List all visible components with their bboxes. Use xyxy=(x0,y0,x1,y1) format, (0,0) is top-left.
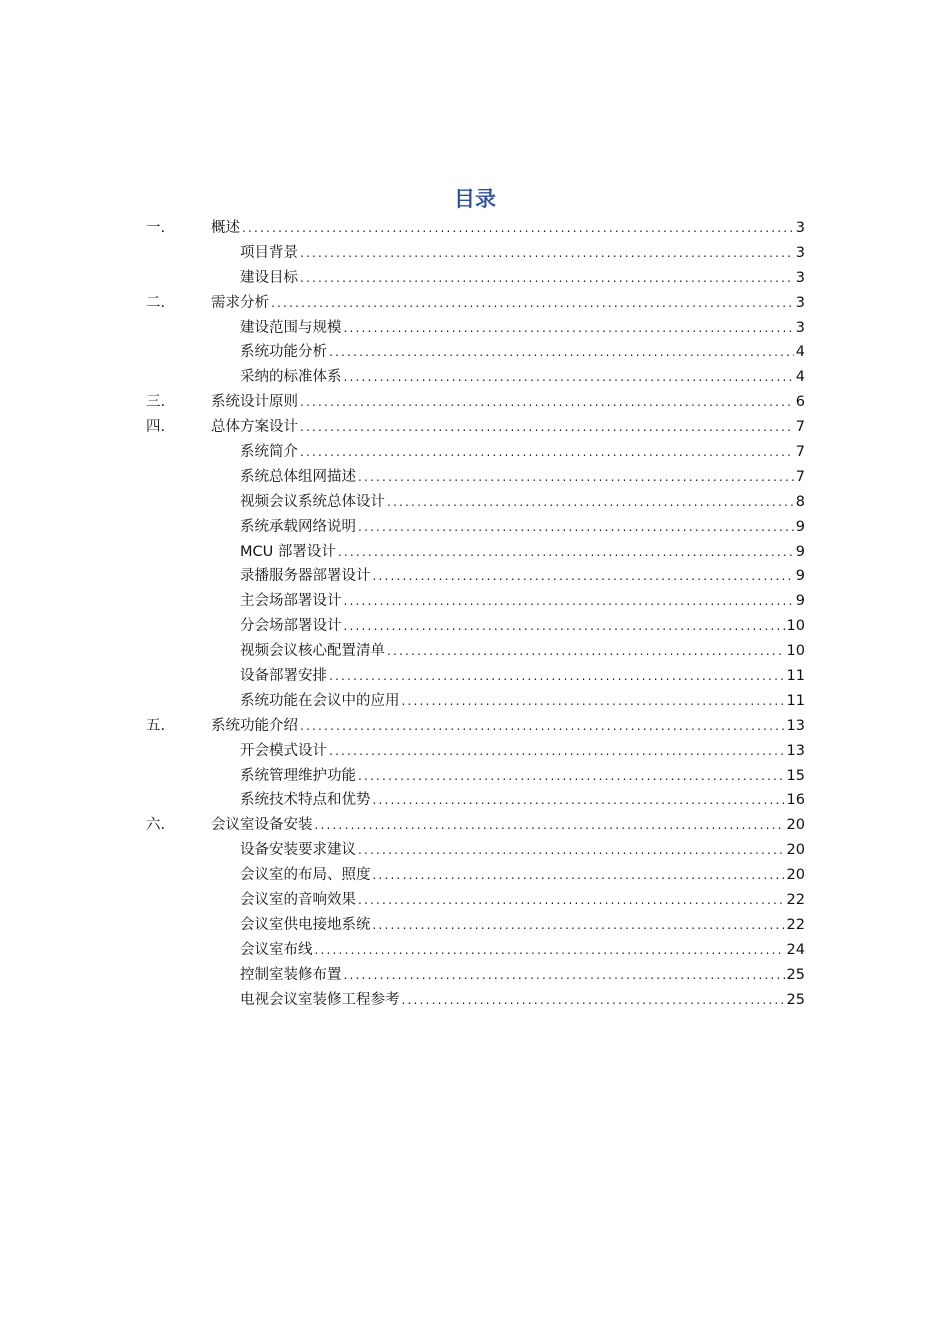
toc-entry-title: 开会模式设计 xyxy=(240,742,327,759)
toc-dot-leader xyxy=(315,813,785,838)
toc-entry-line xyxy=(240,340,805,365)
toc-entry-line xyxy=(240,963,805,988)
table-of-contents xyxy=(0,216,950,1013)
toc-page-number: 9 xyxy=(795,518,805,535)
toc-dot-leader xyxy=(402,988,785,1013)
toc-section-entry[interactable] xyxy=(0,838,950,863)
toc-entry-title: 项目背景 xyxy=(240,244,298,261)
toc-page-number: 10 xyxy=(786,643,805,660)
toc-section-entry[interactable] xyxy=(0,340,950,365)
toc-page-number: 7 xyxy=(795,444,805,461)
toc-dot-leader xyxy=(358,838,785,863)
toc-entry-line xyxy=(240,913,805,938)
toc-entry-line xyxy=(211,714,805,739)
toc-entry-title: 系统功能介绍 xyxy=(211,717,298,734)
toc-section-entry[interactable] xyxy=(0,689,950,714)
toc-section-entry[interactable] xyxy=(0,863,950,888)
toc-chapter-number: 三. xyxy=(146,394,166,411)
toc-dot-leader xyxy=(373,863,785,888)
toc-section-entry[interactable] xyxy=(0,614,950,639)
toc-dot-leader xyxy=(387,639,785,664)
toc-chapter-number: 五. xyxy=(146,717,166,734)
toc-section-entry[interactable] xyxy=(0,888,950,913)
toc-page-number: 11 xyxy=(786,692,805,709)
toc-chapter-entry[interactable] xyxy=(0,714,950,739)
toc-section-entry[interactable] xyxy=(0,440,950,465)
toc-page-number: 3 xyxy=(795,294,805,311)
toc-dot-leader xyxy=(300,241,794,266)
toc-entry-line xyxy=(240,365,805,390)
toc-dot-leader xyxy=(315,938,785,963)
toc-dot-leader xyxy=(387,490,794,515)
toc-dot-leader xyxy=(373,564,794,589)
toc-section-entry[interactable] xyxy=(0,639,950,664)
toc-section-entry[interactable] xyxy=(0,266,950,291)
toc-entry-title: 电视会议室装修工程参考 xyxy=(240,991,400,1008)
toc-section-entry[interactable] xyxy=(0,490,950,515)
toc-section-entry[interactable] xyxy=(0,988,950,1013)
toc-dot-leader xyxy=(300,415,794,440)
toc-page-number: 4 xyxy=(795,344,805,361)
toc-entry-line xyxy=(240,465,805,490)
toc-entry-title: 概述 xyxy=(211,220,240,236)
toc-chapter-entry[interactable] xyxy=(0,291,950,316)
toc-page-number: 4 xyxy=(795,369,805,386)
toc-page-number: 9 xyxy=(795,593,805,610)
toc-entry-line xyxy=(240,614,805,639)
toc-dot-leader xyxy=(344,365,794,390)
toc-dot-leader xyxy=(300,440,794,465)
toc-section-entry[interactable] xyxy=(0,564,950,589)
toc-page-number: 25 xyxy=(786,966,805,983)
toc-entry-title: 设备安装要求建议 xyxy=(240,842,356,859)
toc-entry-line xyxy=(211,291,805,316)
toc-page-number: 16 xyxy=(786,792,805,809)
toc-entry-line xyxy=(240,788,805,813)
toc-dot-leader xyxy=(344,963,785,988)
toc-section-entry[interactable] xyxy=(0,739,950,764)
toc-page-number: 3 xyxy=(795,244,805,261)
toc-dot-leader xyxy=(373,913,785,938)
toc-dot-leader xyxy=(358,764,785,789)
toc-section-entry[interactable] xyxy=(0,241,950,266)
toc-entry-line xyxy=(240,241,805,266)
toc-dot-leader xyxy=(358,515,794,540)
toc-section-entry[interactable] xyxy=(0,365,950,390)
toc-dot-leader xyxy=(358,888,785,913)
toc-page-number: 7 xyxy=(795,468,805,485)
toc-entry-title: 会议室的音响效果 xyxy=(240,892,356,909)
toc-entry-title: MCU 部署设计 xyxy=(240,543,336,560)
toc-entry-line xyxy=(240,564,805,589)
toc-page-number: 9 xyxy=(795,543,805,560)
toc-entry-line xyxy=(240,838,805,863)
toc-chapter-entry[interactable] xyxy=(0,813,950,838)
toc-entry-title: 会议室供电接地系统 xyxy=(240,916,371,933)
toc-entry-line xyxy=(240,515,805,540)
toc-dot-leader xyxy=(344,316,794,341)
toc-dot-leader xyxy=(300,714,785,739)
toc-section-entry[interactable] xyxy=(0,963,950,988)
toc-page-number: 3 xyxy=(795,319,805,336)
toc-entry-line xyxy=(240,540,805,565)
toc-section-entry[interactable] xyxy=(0,515,950,540)
toc-page-number: 9 xyxy=(795,568,805,585)
toc-section-entry[interactable] xyxy=(0,664,950,689)
toc-entry-title: 主会场部署设计 xyxy=(240,593,342,610)
toc-page-number: 6 xyxy=(795,394,805,411)
toc-entry-line xyxy=(240,988,805,1013)
toc-dot-leader xyxy=(329,664,785,689)
toc-entry-title: 系统总体组网描述 xyxy=(240,468,356,485)
toc-entry-title: 录播服务器部署设计 xyxy=(240,568,371,585)
toc-section-entry[interactable] xyxy=(0,540,950,565)
toc-section-entry[interactable] xyxy=(0,764,950,789)
toc-dot-leader xyxy=(344,614,785,639)
toc-page-number: 15 xyxy=(786,767,805,784)
toc-entry-line xyxy=(211,216,805,241)
toc-entry-line xyxy=(240,863,805,888)
toc-entry-title: 会议室布线 xyxy=(240,941,313,958)
toc-section-entry[interactable] xyxy=(0,316,950,341)
toc-entry-title: 系统技术特点和优势 xyxy=(240,792,371,809)
toc-title: 目录 xyxy=(454,187,496,211)
toc-dot-leader xyxy=(329,739,785,764)
toc-chapter-number: 四. xyxy=(146,419,166,436)
toc-dot-leader xyxy=(402,689,785,714)
toc-chapter-number: 一. xyxy=(146,220,166,236)
toc-dot-leader xyxy=(300,266,794,291)
toc-page-number: 13 xyxy=(786,742,805,759)
toc-chapter-number: 六. xyxy=(146,817,166,834)
toc-page-number: 8 xyxy=(795,493,805,510)
toc-entry-title: 视频会议系统总体设计 xyxy=(240,493,385,510)
toc-chapter-number: 二. xyxy=(146,294,166,311)
toc-entry-title: 建设目标 xyxy=(240,269,298,286)
toc-page-number: 22 xyxy=(786,892,805,909)
toc-page-number: 22 xyxy=(786,916,805,933)
toc-entry-title: 系统设计原则 xyxy=(211,394,298,411)
toc-entry-title: 系统简介 xyxy=(240,444,298,461)
toc-entry-line xyxy=(240,739,805,764)
toc-entry-line xyxy=(240,764,805,789)
toc-page-number: 20 xyxy=(786,817,805,834)
toc-dot-leader xyxy=(300,390,794,415)
toc-section-entry[interactable] xyxy=(0,788,950,813)
toc-entry-line xyxy=(211,390,805,415)
toc-entry-title: 系统功能分析 xyxy=(240,344,327,361)
toc-chapter-entry[interactable] xyxy=(0,390,950,415)
toc-entry-title: 总体方案设计 xyxy=(211,419,298,436)
toc-page-number: 20 xyxy=(786,867,805,884)
toc-section-entry[interactable] xyxy=(0,913,950,938)
toc-dot-leader xyxy=(373,788,785,813)
toc-chapter-entry[interactable] xyxy=(0,216,950,241)
toc-entry-line xyxy=(240,888,805,913)
toc-section-entry[interactable] xyxy=(0,465,950,490)
toc-entry-title: 采纳的标准体系 xyxy=(240,369,342,386)
toc-entry-title: 系统功能在会议中的应用 xyxy=(240,692,400,709)
toc-dot-leader xyxy=(242,216,794,241)
toc-entry-line xyxy=(240,490,805,515)
toc-dot-leader xyxy=(338,540,794,565)
toc-entry-title: 会议室设备安装 xyxy=(211,817,313,834)
toc-page-number: 25 xyxy=(786,991,805,1008)
toc-page-number: 10 xyxy=(786,618,805,635)
toc-entry-line xyxy=(240,664,805,689)
toc-entry-title: 会议室的布局、照度 xyxy=(240,867,371,884)
toc-dot-leader xyxy=(329,340,794,365)
toc-dot-leader xyxy=(271,291,794,316)
toc-entry-line xyxy=(211,813,805,838)
toc-chapter-entry[interactable] xyxy=(0,415,950,440)
toc-entry-line xyxy=(240,266,805,291)
toc-page-number: 20 xyxy=(786,842,805,859)
toc-page-number: 24 xyxy=(786,941,805,958)
toc-entry-title: 系统管理维护功能 xyxy=(240,767,356,784)
toc-entry-title: 需求分析 xyxy=(211,294,269,311)
toc-section-entry[interactable] xyxy=(0,938,950,963)
toc-page-number: 3 xyxy=(795,220,805,236)
toc-entry-line xyxy=(240,689,805,714)
toc-entry-title: 设备部署安排 xyxy=(240,668,327,685)
toc-entry-line xyxy=(211,415,805,440)
toc-section-entry[interactable] xyxy=(0,589,950,614)
toc-dot-leader xyxy=(344,589,794,614)
toc-page-number: 11 xyxy=(786,668,805,685)
toc-entry-line xyxy=(240,589,805,614)
toc-entry-title: 建设范围与规模 xyxy=(240,319,342,336)
toc-page-number: 3 xyxy=(795,269,805,286)
toc-entry-title: 分会场部署设计 xyxy=(240,618,342,635)
toc-page-number: 13 xyxy=(786,717,805,734)
toc-entry-title: 控制室装修布置 xyxy=(240,966,342,983)
toc-entry-title: 视频会议核心配置清单 xyxy=(240,643,385,660)
toc-page-number: 7 xyxy=(795,419,805,436)
toc-entry-line xyxy=(240,440,805,465)
toc-dot-leader xyxy=(358,465,794,490)
toc-entry-line xyxy=(240,938,805,963)
toc-entry-line xyxy=(240,316,805,341)
toc-entry-title: 系统承载网络说明 xyxy=(240,518,356,535)
toc-entry-line xyxy=(240,639,805,664)
